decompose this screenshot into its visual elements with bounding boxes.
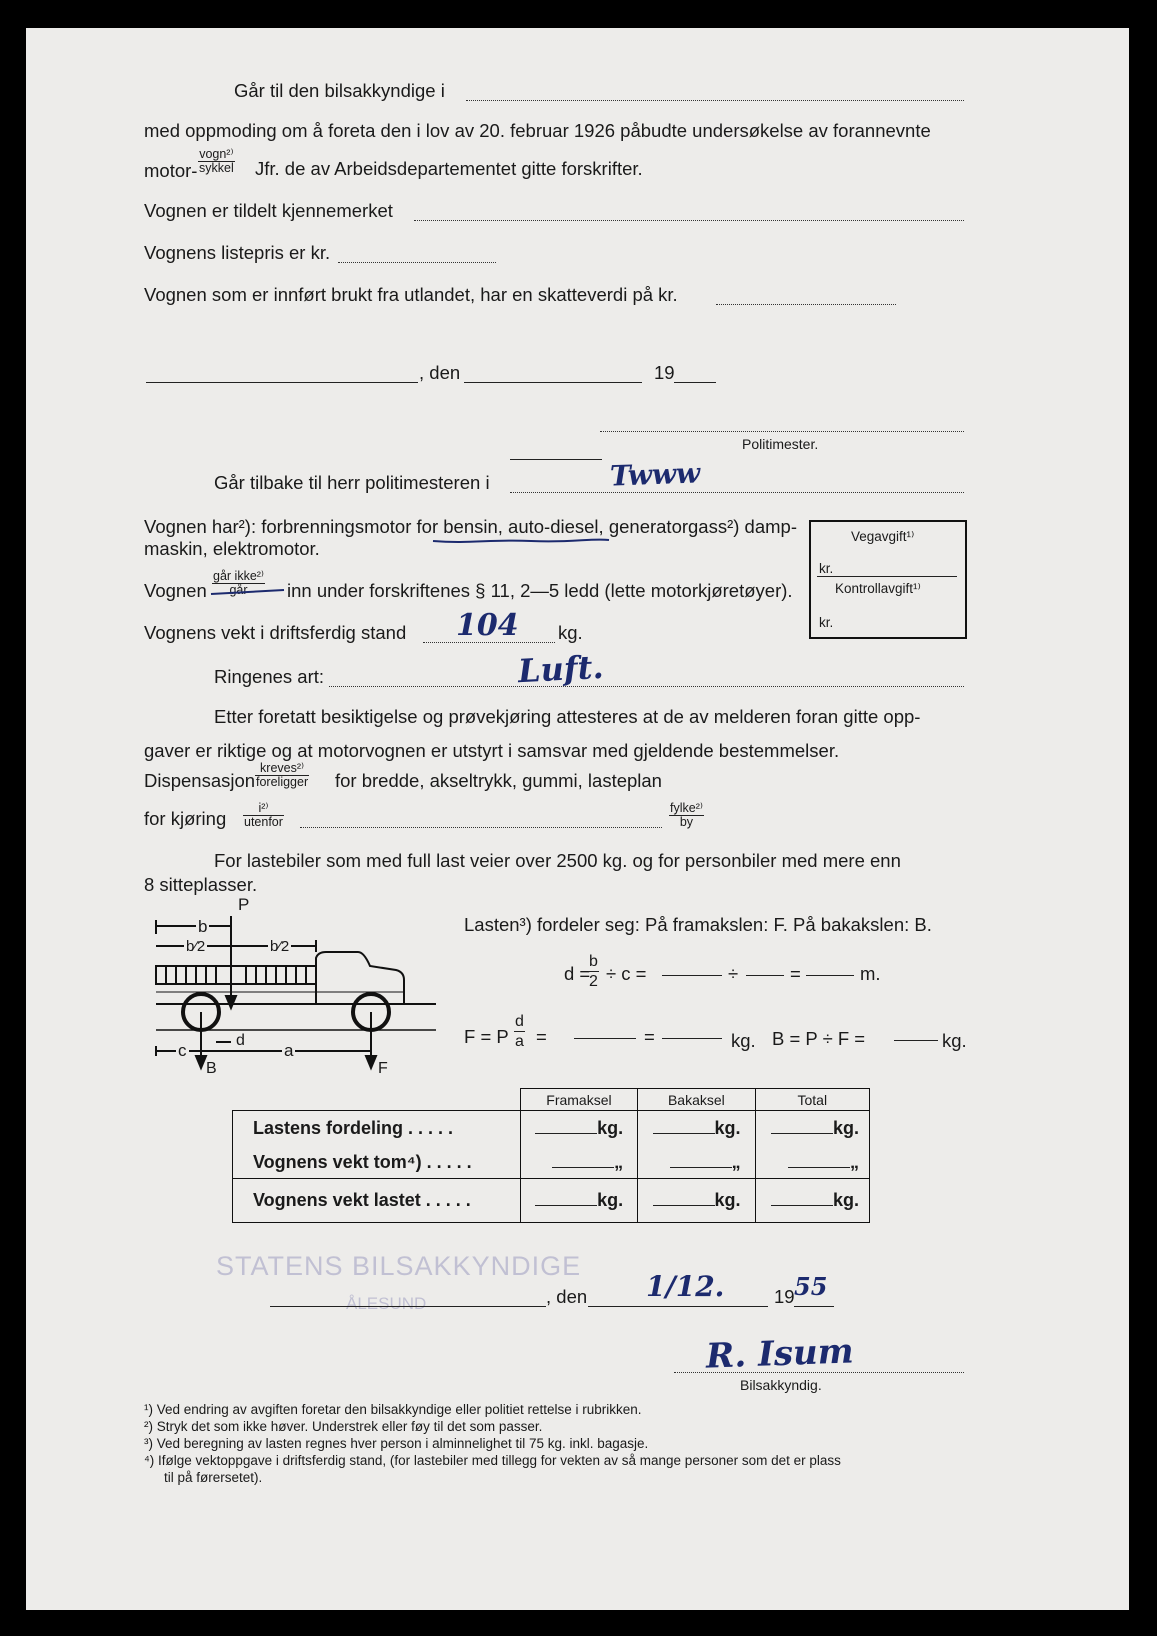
d-blank2 — [746, 975, 784, 976]
sign-year-prefix: 19 — [774, 1286, 795, 1307]
header-line1: Går til den bilsakkyndige i — [234, 80, 445, 101]
date-line — [464, 382, 642, 383]
cell-frame — [520, 1147, 637, 1179]
ringenes-label: Ringenes art: — [214, 666, 325, 687]
load-distribution-diagram — [146, 896, 446, 1086]
table-corner — [233, 1089, 521, 1111]
document-page — [26, 28, 1129, 1610]
disp-suffix: for bredde, akseltrykk, gummi, lasteplan — [335, 770, 662, 791]
disp-label: Dispensasjon — [144, 770, 256, 791]
section-divider — [510, 459, 602, 460]
footnote-3: ³) Ved beregning av lasten regnes hver person i alminnelighet til 75 kg. inkl. bagasje. — [144, 1436, 649, 1451]
diagram-F: F — [378, 1060, 388, 1077]
b-blank — [894, 1040, 938, 1041]
sign-den-label: , den — [546, 1286, 588, 1307]
cell-frame — [638, 1111, 755, 1147]
footnote-4-cont: til på førersetet). — [164, 1470, 263, 1485]
politimester-label: Politimester. — [742, 436, 819, 452]
lastebil-line2: 8 sitteplasser. — [144, 874, 258, 895]
kjennemerke-field — [414, 220, 964, 221]
place-line — [146, 382, 418, 383]
disp-fraction — [255, 762, 309, 789]
d-lhs: d = — [564, 963, 591, 984]
vegavgift-kr: kr. — [819, 561, 834, 576]
f-eq2: = — [644, 1026, 655, 1047]
handwritten-place: Twww — [609, 456, 701, 493]
footnote-1: ¹) Ved endring av avgiften foretar den bilsakkyndige eller politiet rettelse i rubrikken. — [144, 1402, 642, 1417]
diagram-a: a — [284, 1041, 294, 1060]
b-formula: B = P ÷ F = — [772, 1028, 866, 1049]
diagram-B: B — [206, 1060, 217, 1077]
return-place-field — [510, 492, 964, 493]
b-kg: kg. — [942, 1030, 967, 1051]
f-blank1 — [574, 1038, 636, 1039]
fylke-den: by — [679, 815, 694, 829]
diagram-b2-left: b⁄2 — [184, 936, 207, 958]
handwritten-ringenes: Luft. — [517, 647, 605, 691]
year-label: 19 — [654, 362, 675, 383]
cell-unit: kg. — [597, 1190, 624, 1210]
f-lhs: F = P — [464, 1026, 509, 1047]
listepris-label: Vognens listepris er kr. — [144, 242, 331, 263]
handwritten-underline — [431, 528, 671, 548]
bilsakkyndig-signature-field — [674, 1372, 964, 1373]
th-bakaksel: Bakaksel — [638, 1089, 755, 1111]
stamp-line2: ÅLESUND — [346, 1294, 427, 1313]
row-label: Vognens vekt tom⁴) . . . . . — [233, 1147, 521, 1179]
f-frac-num: d — [515, 1013, 524, 1030]
cell-frame — [520, 1179, 637, 1223]
inn-under-text: inn under forskriftenes § 11, 2—5 ledd (lette motorkjøretøyer). — [287, 580, 793, 601]
skatteverdi-field — [716, 304, 896, 305]
cell-frame — [638, 1179, 755, 1223]
d-rest: ÷ c = — [606, 963, 647, 984]
cell-unit: „ — [614, 1151, 624, 1172]
attest-line1: Etter foretatt besiktigelse og prøvekjøring attesteres at de av melderen foran gitte opp- — [214, 706, 921, 727]
cell-frame — [755, 1111, 869, 1147]
cell-frame — [755, 1179, 869, 1223]
diagram-c: c — [178, 1041, 187, 1060]
skatteverdi-label: Vognen som er innført brukt fra utlandet, har en skatteverdi på kr. — [144, 284, 678, 305]
ringenes-field — [329, 686, 964, 687]
f-frac-den: a — [515, 1033, 524, 1050]
sign-place-line — [270, 1306, 546, 1307]
handwritten-vekt: 104 — [456, 608, 519, 643]
fylke-num: fylke²⁾ — [670, 801, 703, 815]
sign-date-line — [588, 1306, 768, 1307]
table-row — [233, 1179, 870, 1223]
cell-unit: kg. — [597, 1118, 624, 1139]
motor-suffix: Jfr. de av Arbeidsdepartementet gitte forskrifter. — [255, 158, 643, 179]
d-div: ÷ — [728, 963, 739, 984]
fylke-fraction — [669, 802, 704, 829]
vegavgift-divider — [817, 576, 957, 577]
cell-unit: kg. — [714, 1118, 741, 1139]
row-label: Vognens vekt lastet . . . . . — [233, 1179, 521, 1223]
kjoring-den: utenfor — [244, 815, 283, 829]
disp-den: foreligger — [256, 775, 309, 789]
cell-unit: „ — [850, 1151, 859, 1172]
kjoring-label: for kjøring — [144, 808, 227, 829]
footnote-2: ²) Stryk det som ikke høver. Understrek eller føy til det som passer. — [144, 1419, 543, 1434]
den-label: , den — [419, 362, 461, 383]
d-blank3 — [806, 975, 854, 976]
fees-box — [809, 520, 967, 639]
gar-num: går ikke²⁾ — [213, 569, 265, 583]
sign-year-line — [794, 1306, 834, 1307]
return-label: Går tilbake til herr politimesteren i — [214, 472, 490, 493]
f-blank2 — [662, 1038, 722, 1039]
cell-frame — [638, 1147, 755, 1179]
d-eq: = — [790, 963, 801, 984]
diagram-P: P — [238, 895, 250, 914]
d-frac-den: 2 — [589, 973, 598, 990]
kjoring-fraction — [243, 802, 284, 829]
handwritten-date: 1/12. — [646, 1270, 725, 1303]
attest-line2: gaver er riktige og at motorvognen er utstyrt i samsvar med gjeldende bestemmelser. — [144, 740, 840, 761]
vekt-unit: kg. — [558, 622, 583, 643]
cell-unit: „ — [731, 1151, 741, 1172]
cell-unit: kg. — [714, 1190, 741, 1210]
kjoring-num: i²⁾ — [243, 802, 284, 816]
year-line — [674, 382, 716, 383]
cell-frame — [520, 1111, 637, 1147]
listepris-field — [338, 262, 496, 263]
motor-prefix: motor- — [144, 160, 198, 181]
vegavgift-label: Vegavgift¹⁾ — [851, 529, 915, 544]
diagram-b2-right: b⁄2 — [268, 936, 291, 958]
disp-num: kreves²⁾ — [255, 762, 309, 776]
kjoring-field — [300, 827, 662, 828]
cell-frame — [755, 1147, 869, 1179]
lastebil-line1: For lastebiler som med full last veier over 2500 kg. og for personbiler med mere enn — [214, 850, 901, 871]
bilsakkyndige-place-field — [466, 100, 964, 101]
politimester-signature-field — [600, 431, 964, 432]
cell-unit: kg. — [832, 1190, 859, 1210]
diagram-b: b — [198, 917, 208, 936]
header-line2: med oppmoding om å foreta den i lov av 20. februar 1926 påbudte undersøkelse av forannevnte — [144, 120, 931, 141]
cell-unit: kg. — [832, 1118, 859, 1139]
lasten-text: Lasten³) fordeler seg: På framakslen: F. På bakakslen: B. — [464, 914, 932, 935]
load-distribution-table — [232, 1088, 870, 1223]
motor-line2: maskin, elektromotor. — [144, 538, 320, 559]
d-fraction — [588, 952, 599, 991]
stamp-line1: STATENS BILSAKKYNDIGE — [216, 1251, 582, 1281]
vekt-label: Vognens vekt i driftsferdig stand — [144, 622, 407, 643]
d-blank1 — [662, 975, 722, 976]
handwritten-signature: R. Isum — [705, 1331, 855, 1377]
kontrollavgift-kr: kr. — [819, 615, 834, 630]
handwritten-year: 55 — [794, 1272, 828, 1301]
gar-den: går — [229, 583, 248, 597]
table-row — [233, 1147, 870, 1179]
table-row — [233, 1111, 870, 1147]
motor-num: vogn²⁾ — [199, 147, 234, 161]
handwritten-strike — [209, 584, 289, 600]
motor-line1: Vognen har²): forbrenningsmotor for bensin, auto-diesel, generatorgass²) damp- — [144, 516, 797, 537]
bilsakkyndig-label: Bilsakkyndig. — [740, 1377, 822, 1393]
vognen-label: Vognen — [144, 580, 207, 601]
motor-fraction — [198, 148, 235, 175]
f-kg: kg. — [731, 1030, 756, 1051]
diagram-d: d — [236, 1032, 245, 1049]
footnote-4: ⁴) Ifølge vektoppgave i driftsferdig stand, (for lastebiler med tillegg for vekten av så mange personer som det er plass — [144, 1453, 841, 1468]
d-unit: m. — [860, 963, 881, 984]
th-total: Total — [755, 1089, 869, 1111]
f-fraction — [514, 1012, 525, 1051]
f-eq1: = — [536, 1026, 547, 1047]
kjennemerke-label: Vognen er tildelt kjennemerket — [144, 200, 393, 221]
d-frac-num: b — [589, 953, 598, 970]
th-framaksel: Framaksel — [520, 1089, 637, 1111]
row-label: Lastens fordeling . . . . . — [233, 1111, 521, 1147]
kontrollavgift-label: Kontrollavgift¹⁾ — [835, 581, 921, 596]
motor-den: sykkel — [199, 161, 234, 175]
